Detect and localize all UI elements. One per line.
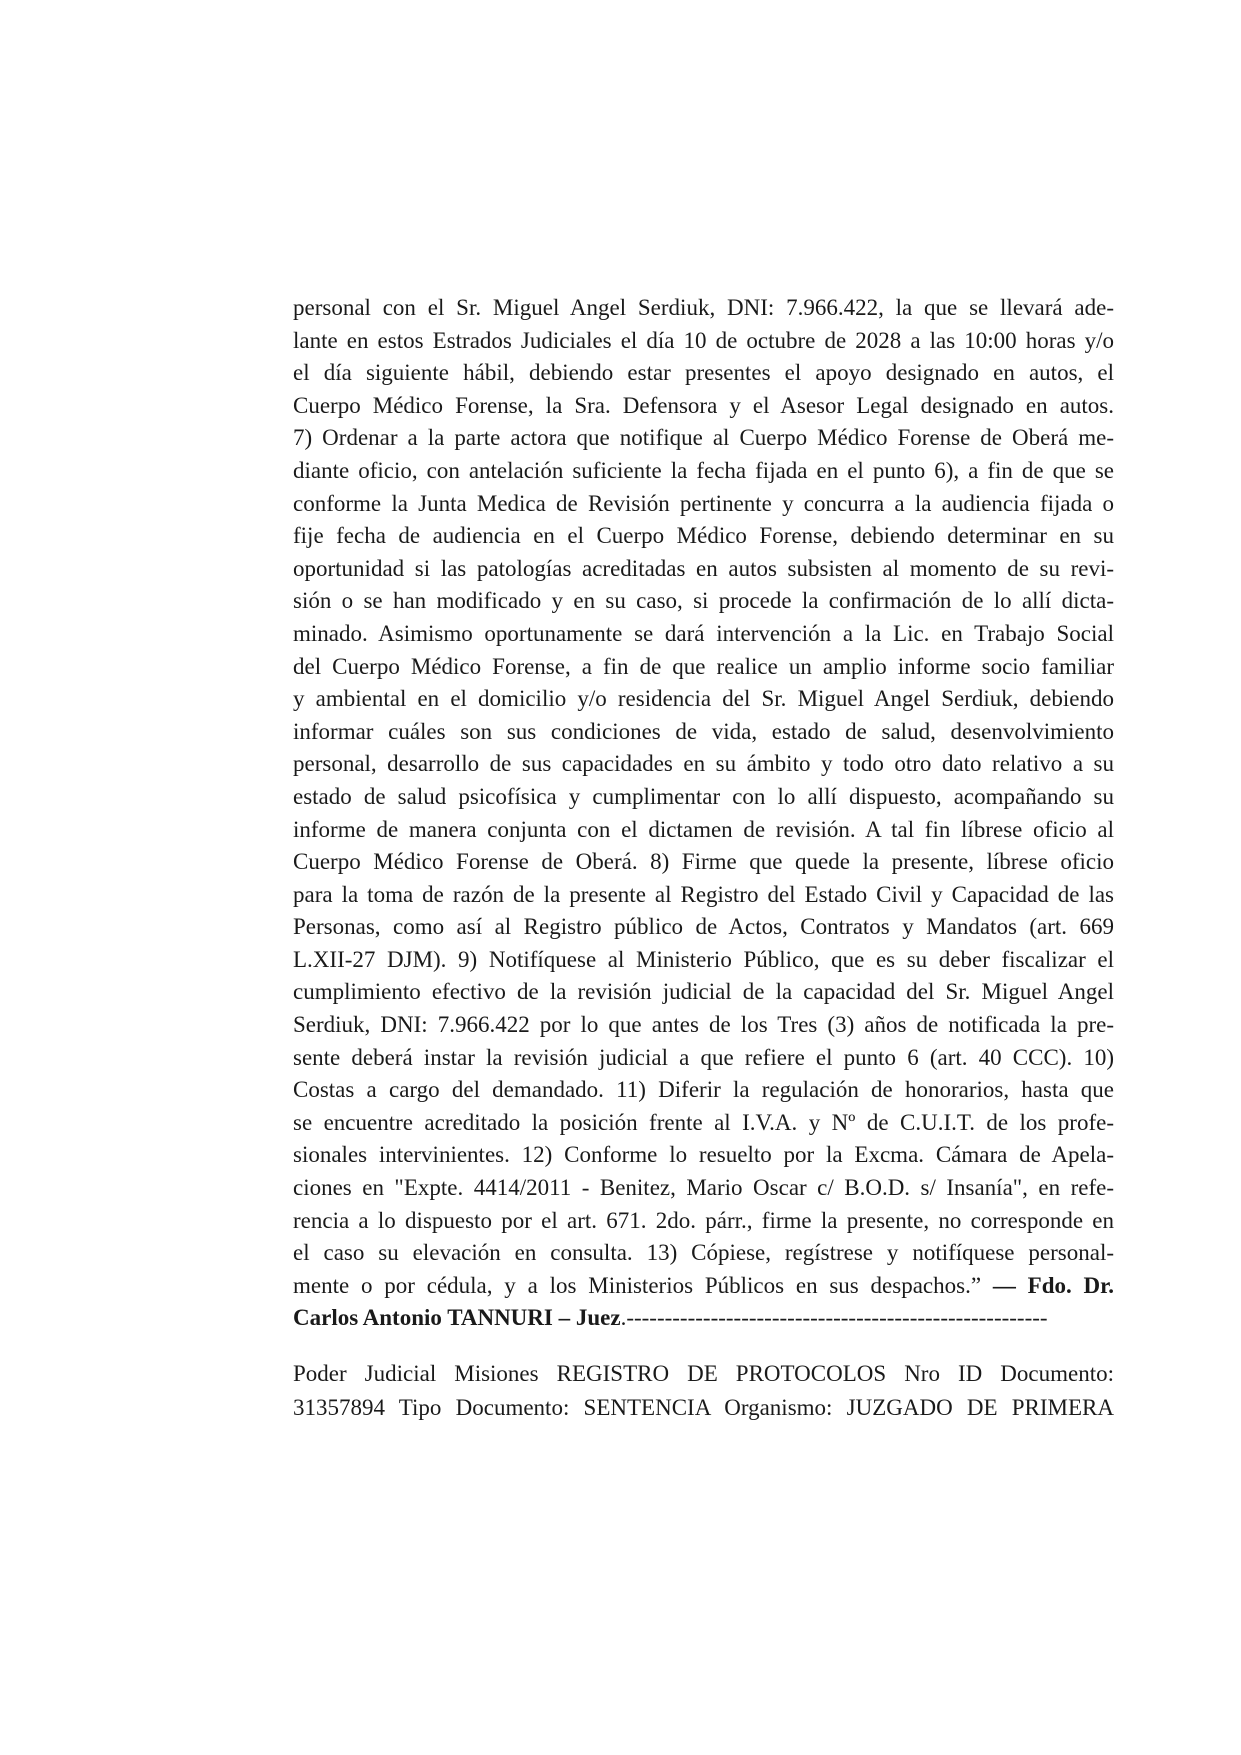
signature-dashes: .------------------------------------------------------- [620, 1305, 1048, 1331]
body-line: y ambiental en el domicilio y/o residencia del Sr. Miguel Angel Serdiuk, debiendo [293, 686, 1114, 712]
body-line: minado. Asimismo oportunamente se dará intervención a la Lic. en Trabajo Social [293, 620, 1114, 646]
closing-line [293, 1270, 1114, 1303]
body-line: Costas a cargo del demandado. 11) Diferir la regulación de honorarios, hasta que [293, 1077, 1114, 1103]
body-line: el caso su elevación en consulta. 13) Cópiese, regístrese y notifíquese personal- [293, 1240, 1114, 1266]
registry-line: Poder Judicial Misiones REGISTRO DE PROTOCOLOS Nro ID Documento: [293, 1361, 1114, 1386]
body-line: informe de manera conjunta con el dictamen de revisión. A tal fin líbrese oficio al [293, 816, 1114, 842]
body-line: conforme la Junta Medica de Revisión pertinente y concurra a la audiencia fijada o [293, 490, 1114, 516]
body-line: el día siguiente hábil, debiendo estar presentes el apoyo designado en autos, el [293, 360, 1114, 386]
body-line: L.XII-27 DJM). 9) Notifíquese al Ministerio Público, que es su deber fiscalizar el [293, 946, 1114, 972]
body-line: sión o se han modificado y en su caso, si procede la confirmación de lo allí dicta- [293, 588, 1114, 614]
registry-footer [293, 1357, 1114, 1425]
body-line: personal, desarrollo de sus capacidades en su ámbito y todo otro dato relativo a su [293, 751, 1114, 777]
body-line: cumplimiento efectivo de la revisión judicial de la capacidad del Sr. Miguel Angel [293, 979, 1114, 1005]
body-line: rencia a lo dispuesto por el art. 671. 2do. párr., firme la presente, no corresponde en [293, 1207, 1114, 1233]
body-line: sionales intervinientes. 12) Conforme lo resuelto por la Excma. Cámara de Apela- [293, 1142, 1114, 1168]
body-line: se encuentre acreditado la posición frente al I.V.A. y Nº de C.U.I.T. de los profe- [293, 1109, 1114, 1135]
body-line: personal con el Sr. Miguel Angel Serdiuk, DNI: 7.966.422, la que se llevará ade- [293, 295, 1114, 320]
body-line: del Cuerpo Médico Forense, a fin de que realice un amplio informe socio familiar [293, 653, 1114, 679]
body-line: ciones en "Expte. 4414/2011 - Benitez, Mario Oscar c/ B.O.D. s/ Insanía", en refe- [293, 1175, 1114, 1201]
closing-text: mente o por cédula, y a los Ministerios Públicos en sus despachos.” [293, 1272, 993, 1298]
body-line: sente deberá instar la revisión judicial a que refiere el punto 6 (art. 40 CCC). 10) [293, 1044, 1114, 1070]
resolution-body [293, 292, 1114, 1335]
judge-signature: Carlos Antonio TANNURI – Juez [293, 1305, 621, 1331]
body-line: oportunidad si las patologías acreditadas en autos subsisten al momento de su revi- [293, 555, 1114, 581]
body-line: fije fecha de audiencia en el Cuerpo Médico Forense, debiendo determinar en su [293, 523, 1114, 549]
body-line: Cuerpo Médico Forense, la Sra. Defensora y el Asesor Legal designado en autos. [293, 392, 1114, 418]
body-line: 7) Ordenar a la parte actora que notifique al Cuerpo Médico Forense de Oberá me- [293, 425, 1114, 451]
body-line: Cuerpo Médico Forense de Oberá. 8) Firme que quede la presente, líbrese oficio [293, 849, 1114, 875]
body-line: para la toma de razón de la presente al Registro del Estado Civil y Capacidad de las [293, 881, 1114, 907]
registry-line: 31357894 Tipo Documento: SENTENCIA Organismo: JUZGADO DE PRIMERA [293, 1395, 1114, 1420]
body-line: diante oficio, con antelación suficiente la fecha fijada en el punto 6), a fin de que se [293, 457, 1114, 483]
signed-by-label: — Fdo. Dr. [992, 1272, 1114, 1298]
body-line: estado de salud psicofísica y cumplimentar con lo allí dispuesto, acompañando su [293, 783, 1114, 809]
body-line: lante en estos Estrados Judiciales el día 10 de octubre de 2028 a las 10:00 horas y/o [293, 327, 1114, 353]
body-line: Serdiuk, DNI: 7.966.422 por lo que antes de los Tres (3) años de notificada la pre- [293, 1012, 1114, 1038]
body-line: Personas, como así al Registro público de Actos, Contratos y Mandatos (art. 669 [293, 914, 1114, 940]
body-line: informar cuáles son sus condiciones de vida, estado de salud, desenvolvimiento [293, 718, 1114, 744]
signature-line [293, 1302, 1114, 1335]
